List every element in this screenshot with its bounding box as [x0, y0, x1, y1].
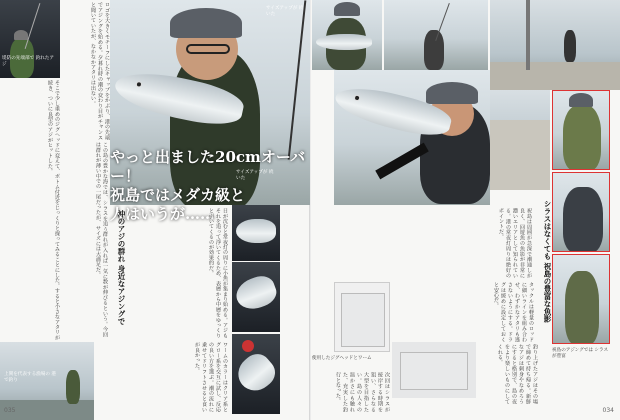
angler-cap — [14, 30, 28, 40]
angler-figure — [563, 187, 603, 252]
fish-aji — [316, 34, 372, 50]
body-column-right-b: タックルは軽量のロッドに細いラインを組み合わせ、わずかなアタリも逃さないようにする。ドラグは緩めに設定しておくと安心だ。 — [493, 282, 534, 342]
photo-angler-vest — [552, 90, 610, 170]
fish-aji — [232, 272, 280, 314]
angler-figure — [66, 370, 80, 404]
photo-fish-detail-3 — [232, 334, 280, 414]
body-column-mid-a: 日が沈むと常夜灯の周りに小魚が集まり始める。アジもそれを追って浮いてくるため、表層から中層をゆっくりと引いてくるのが効果的だ。 — [208, 208, 228, 338]
photo-pier-view — [490, 0, 620, 90]
angler-cap-icon — [569, 93, 593, 107]
photo-fish-detail-1 — [232, 205, 280, 261]
fishing-rod — [435, 3, 450, 41]
photo-angler-side — [552, 254, 610, 344]
fish-eye-icon — [353, 94, 360, 101]
subhead-mid: 沖のアジの群れ 身近なアジングで — [117, 210, 126, 326]
photo-lure-box — [334, 282, 390, 352]
body-column-left-b: そこで少し重めのジグヘッドに変えて、ボトム付近をじっくりと探ってみることにした。すると小さなアタリが続き、ついに良型のアジがヒットした。 — [47, 80, 60, 340]
photo-angler-with-fish-large — [334, 70, 490, 205]
photo-angler-holding-fish — [312, 0, 382, 70]
glasses-icon — [186, 44, 230, 54]
caption-top-left: 堤防の先端部で 釣れたアジ — [2, 56, 54, 67]
angler-figure — [565, 271, 599, 344]
angler-cap-icon — [334, 2, 360, 16]
photo-breakwater — [490, 90, 550, 190]
fishing-rod — [288, 0, 307, 159]
angler-figure — [563, 105, 601, 170]
photo-tackle-case — [392, 342, 476, 398]
body-column-mid-b: ワームのカラーはクリア系とグロー系を交互に試し、反応の良い方を選ぶ。潮の流れに乗せてドリフトさせると食いが良かった。 — [194, 342, 228, 412]
caption-fish-detail: サイズアップが 続いた — [236, 170, 274, 181]
pole — [526, 0, 530, 70]
headline-line-3: 人はいうが…… — [110, 205, 216, 223]
breakwater — [490, 120, 550, 190]
angler-cap-icon — [170, 8, 242, 38]
photo-angler-casting — [384, 0, 488, 70]
fishing-rod — [25, 3, 41, 49]
subhead-right: シラスはなくても 祝島の豊富な魚影 — [543, 200, 552, 323]
angler-figure — [424, 30, 444, 70]
photo-fish-detail-2 — [232, 262, 280, 332]
caption-hero: サイズアップが 続いた — [266, 6, 304, 17]
headline-line-2: 祝島ではメダカ級と — [110, 186, 246, 204]
pier — [490, 62, 620, 90]
body-column-left-c: この島の豊かな海では、シラスを追う群れが入れば一気に数が伸びるという。今回は群れが薄い中での一尾だったが、サイズには大満足だ。 — [95, 142, 108, 337]
angler-cap-icon — [426, 82, 478, 104]
fish-aji — [232, 348, 280, 397]
fish-aji — [236, 219, 276, 243]
page-number-left: 035 — [4, 407, 16, 414]
headline-line-1: やっと出ました20cmオーバー！ — [110, 148, 306, 185]
caption-right-bottom: 祝島のアジングでは シラスが豊富 — [552, 348, 609, 359]
photo-night-angler — [0, 0, 60, 78]
caption-lure: 使用したジグヘッドとワーム — [312, 356, 372, 361]
tackle-box — [341, 293, 385, 347]
angler-figure — [564, 30, 576, 62]
tackle-case — [400, 352, 468, 390]
caption-bottom-left: 上関を代表する漁場の 港で釣り — [4, 372, 56, 383]
body-column-right-d: 次回はシラスが接岸する時期を狙い、さらなる大型を目指したい。島の人々の温かさにも触れた、充実した釣行となった。 — [335, 372, 390, 412]
photo-angler-gear — [552, 172, 610, 252]
lure-icon — [242, 340, 254, 352]
fish-eye-icon — [135, 81, 142, 88]
page-number-right: 034 — [602, 407, 614, 414]
body-column-left-a: ロゴを大きくモチーフにしたキャップをかぶり、港の先端でアジングを始める。夕暮れ時の潮の変わり目がチャンスと聞いていたが、なかなかアタリは出ない。 — [90, 2, 110, 140]
body-column-right-a: 祝島は周囲が急深で潮通しが良く、回遊魚の魚影が非常に濃いエリアとして知られている。港の常夜灯周りは絶好のポイントだ。 — [498, 208, 532, 278]
body-column-right-c: 釣り上げたアジはその場で締めて持ち帰る。新鮮なアジは刺身やなめろうにすると格別で、島の夜をより楽しいものにしてくれる。 — [497, 344, 538, 404]
